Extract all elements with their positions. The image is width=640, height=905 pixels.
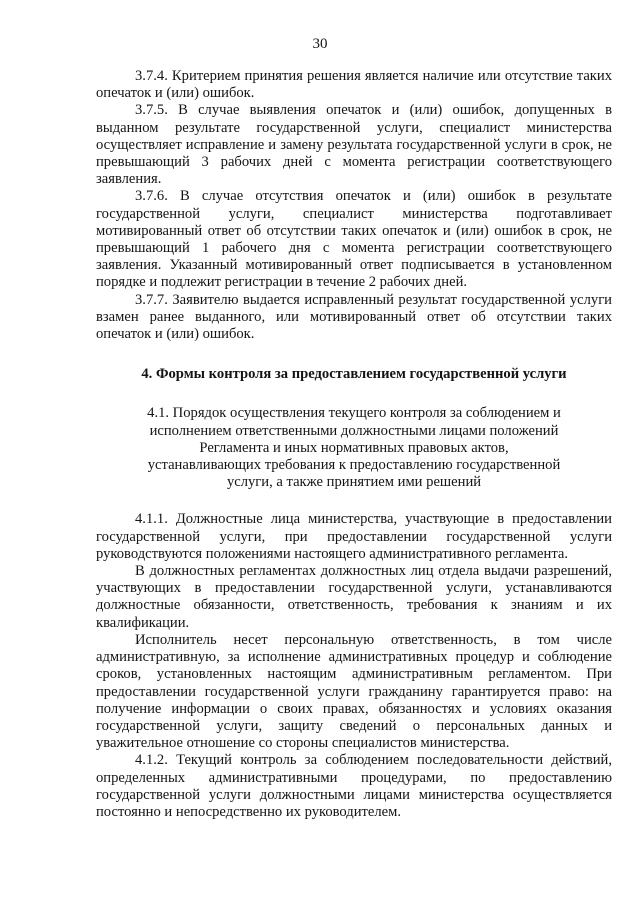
subsection-body	[96, 511, 612, 821]
paragraph-3-7-6: 3.7.6. В случае отсутствия опечаток и (или) ошибок в результате государственной услуги, специалист министерства подготавливает мотивированный ответ об отсутствии таких опечаток и (или) ошибок в срок, не превышающий 1 рабочего дня с момента регистрации соответствующего заявления. Указанный мотивированный ответ подписывается в установленном порядке и подлежит регистрации в течение 2 рабочих дней.	[96, 188, 612, 291]
paragraph-4-1-2: 4.1.2. Текущий контроль за соблюдением последовательности действий, определенных административными процедурами, по предоставлению государственной услуги должностными лицами министерства осуществляется постоянно и непосредственно их руководителем.	[96, 752, 612, 820]
page-content	[96, 68, 612, 821]
paragraph-4-1-1: 4.1.1. Должностные лица министерства, участвующие в предоставлении государственной услуги, при предоставлении государственной услуги руководствуются положениями настоящего административного регламента.	[96, 511, 612, 562]
paragraph-job-regulations: В должностных регламентах должностных лиц отдела выдачи разрешений, участвующих в предоставлении государственной услуги, устанавливаются должностные обязанности, ответственность, требования к знаниям и их квалификации.	[96, 563, 612, 631]
subsection-heading: 4.1. Порядок осуществления текущего контроля за соблюдением и исполнением ответственными должностными лицами положений Регламента и иных нормативных правовых актов, устанавливающих требования к предоставлению государственной услуги, а также принятием ими решений	[147, 405, 561, 491]
paragraph-executor-responsibility: Исполнитель несет персональную ответственность, в том числе административную, за исполнение административных процедур и соблюдение сроков, установленных настоящим административным регламентом. При предоставлении государственной услуги гражданину гарантируется право: на получение информации о своих правах, обязанностях и условиях оказания государственной услуги, защиту сведений о персональных данных и уважительное отношение со стороны специалистов министерства.	[96, 631, 612, 752]
section-heading: 4. Формы контроля за предоставлением государственной услуги	[141, 366, 567, 383]
paragraph-3-7-5: 3.7.5. В случае выявления опечаток и (или) ошибок, допущенных в выданном результате государственной услуги, специалист министерства осуществляет исправление и замену результата государственной услуги в срок, не превышающий 3 рабочих дней с момента регистрации соответствующего заявления.	[96, 102, 612, 188]
paragraph-3-7-4: 3.7.4. Критерием принятия решения является наличие или отсутствие таких опечаток и (или) ошибок.	[96, 68, 612, 102]
paragraph-3-7-7: 3.7.7. Заявителю выдается исправленный результат государственной услуги взамен ранее выданного, или мотивированный ответ об отсутствии таких опечаток и (или) ошибок.	[96, 291, 612, 343]
page-number: 30	[312, 36, 328, 52]
